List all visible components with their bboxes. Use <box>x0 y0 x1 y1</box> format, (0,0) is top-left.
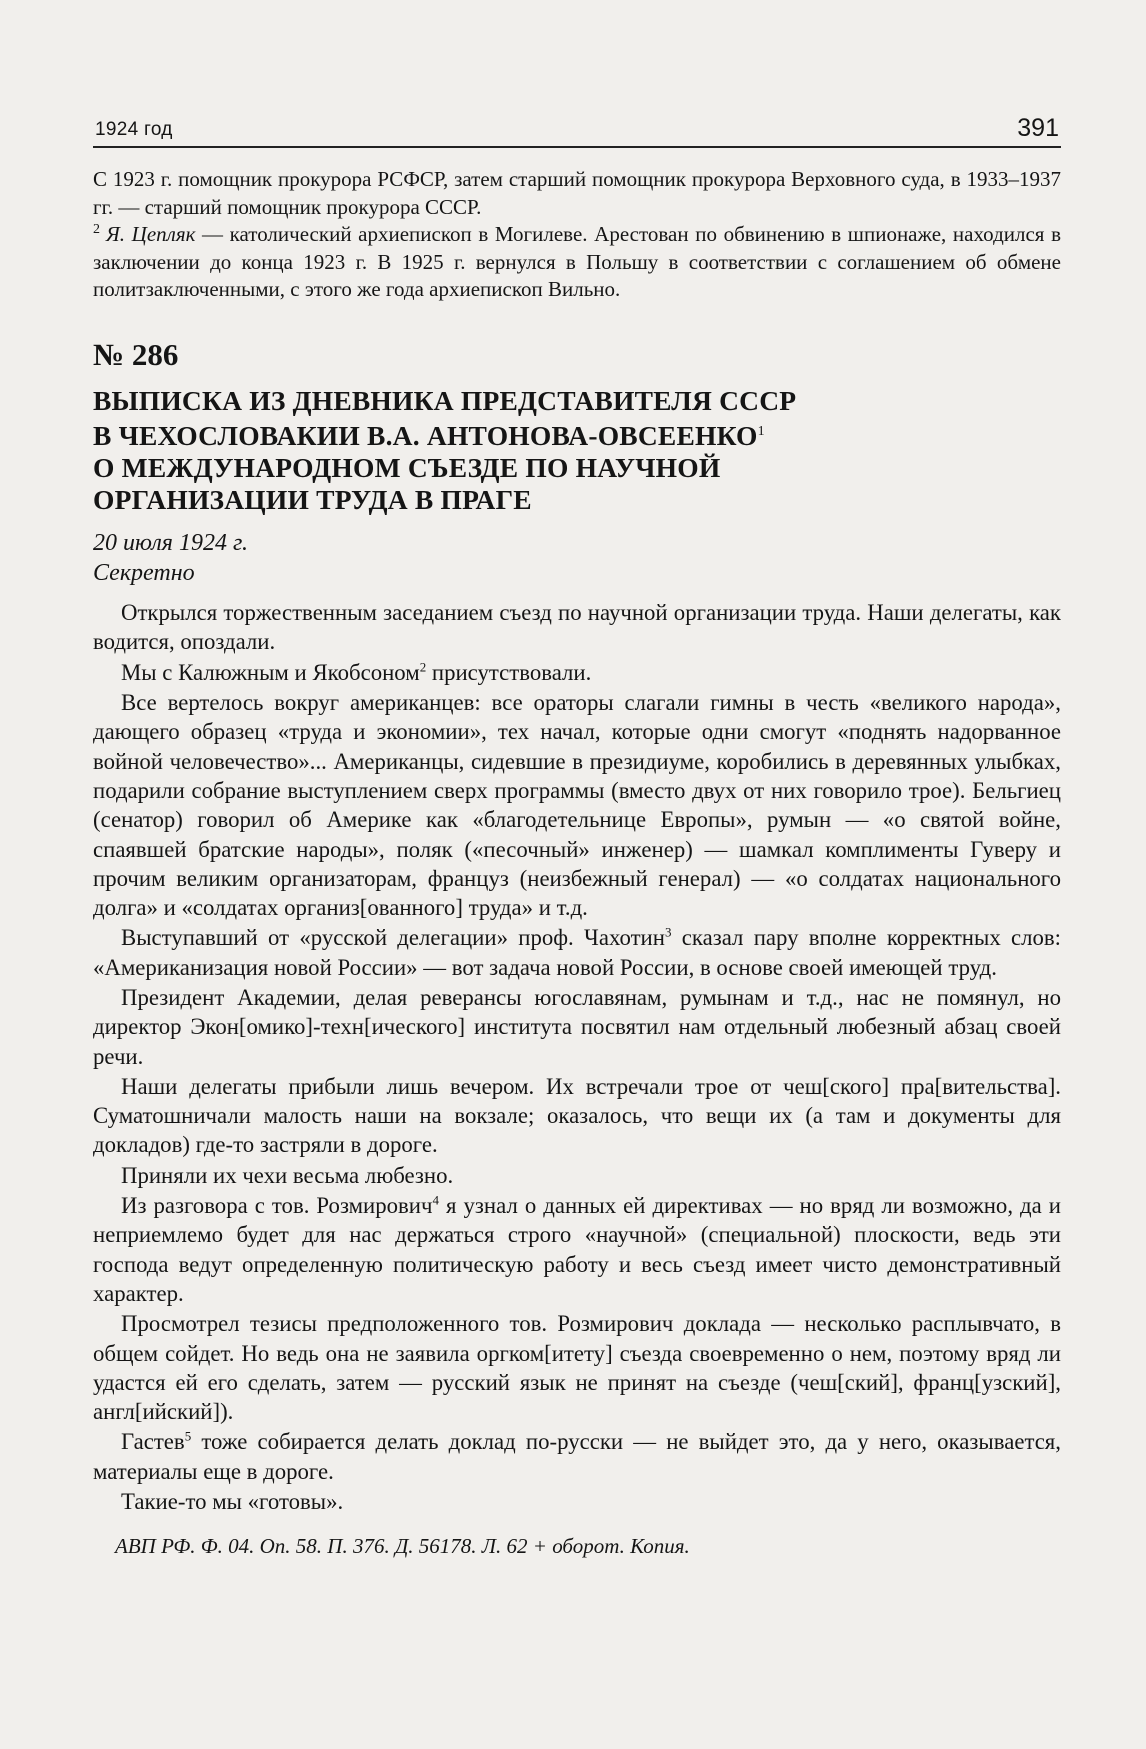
page-content <box>93 166 1061 1560</box>
paragraph-7: Приняли их чехи весьма любезно. <box>121 1162 454 1188</box>
title-line-4: ОРГАНИЗАЦИИ ТРУДА В ПРАГЕ <box>93 483 532 515</box>
title-line-2-text: В ЧЕХОСЛОВАКИИ В.А. АНТОНОВА-ОВСЕЕНКО <box>93 420 758 452</box>
footnote-ref-5: 5 <box>184 1428 192 1444</box>
paragraph-10-text-b: тоже собирается делать доклад по-русски — не выйдет это, да у него, оказывается, материалы еще в дороге. <box>93 1429 1061 1484</box>
page-header <box>93 112 1061 148</box>
title-footnote-ref: 1 <box>757 424 765 440</box>
paragraph-8-text-b: я узнал о данных ей директивах — но вряд ли возможно, да и неприемлемо будет для нас держаться строго «научной» (специальной) плоскости, ведь эти господа ведут определенную политическую работу и весь съезд имеет чисто демонстративный характер. <box>93 1193 1061 1306</box>
paragraph-8 <box>93 1191 1061 1308</box>
footnote-ref-4: 4 <box>432 1192 439 1208</box>
footnote-ref-2: 2 <box>419 659 427 675</box>
paragraph-1: Открылся торжественным заседанием съезд по научной организации труда. Наши делегаты, как водится, опоздали. <box>93 600 1061 655</box>
footnote-2 <box>93 221 1061 304</box>
paragraph-4-text-a: Выступавший от «русской делегации» проф. Чахотин <box>121 925 665 951</box>
paragraph-10-text-a: Гастев <box>121 1429 185 1455</box>
footnote-2-text: — католический архиепископ в Могилеве. Арестован по обвинению в шпионаже, находился в заключении до конца 1923 г. В 1925 г. вернулся в Польшу в соответствии с соглашением об обмене политзаключенными, с этого же года архиепископ Вильно. <box>93 222 1061 302</box>
paragraph-8-text-a: Из разговора с тов. Розмирович <box>121 1193 433 1219</box>
paragraph-10 <box>93 1427 1061 1486</box>
paragraph-9: Просмотрел тезисы предположенного тов. Розмирович доклада — несколько расплывчато, в общем сойдет. Но ведь она не заявила оргком[итету] съезда своевременно о нем, поэтому вряд ли удастся ей его сделать, затем — русский язык не принят на съезде (чеш[ский], франц[узский], англ[ийский]). <box>93 1311 1061 1425</box>
paragraph-6: Наши делегаты прибыли лишь вечером. Их встречали трое от чеш[ского] пра[вительства]. Суматошничали малость наши на вокзале; оказалось, что вещи их (а там и документы для докладов) где-то застряли в дороге. <box>93 1073 1061 1158</box>
document-body <box>93 598 1061 1516</box>
paragraph-5: Президент Академии, делая реверансы югославянам, румынам и т.д., нас не помянул, но директор Экон[омико]-техн[ического] института посвятил нам отдельный любезный абзац своей речи. <box>93 984 1061 1069</box>
document-title <box>93 385 1061 515</box>
archive-source: АВП РФ. Ф. 04. Оп. 58. П. 376. Д. 56178. Л. 62 + оборот. Копия. <box>115 1534 690 1559</box>
paragraph-2-text-b: присутствовали. <box>426 659 592 685</box>
footnote-1: С 1923 г. помощник прокурора РСФСР, затем старший помощник прокурора Верховного суда, в 1933–1937 гг. — старший помощник прокурора СССР. <box>93 167 1061 219</box>
running-head: 1924 год <box>95 119 173 140</box>
title-line-3: О МЕЖДУНАРОДНОМ СЪЕЗДЕ ПО НАУЧНОЙ <box>93 452 721 484</box>
page-number: 391 <box>1017 114 1059 142</box>
document-number: № 286 <box>93 336 179 372</box>
footnote-2-number: 2 <box>93 222 100 238</box>
paragraph-2-text-a: Мы с Калюжным и Якобсоном <box>121 659 420 685</box>
paragraph-4 <box>93 923 1061 982</box>
footnote-2-name: Я. Цепляк <box>106 222 196 247</box>
title-line-1: ВЫПИСКА ИЗ ДНЕВНИКА ПРЕДСТАВИТЕЛЯ СССР <box>93 384 797 416</box>
paragraph-4-text-b: сказал пару вполне корректных слов: «Американизация новой России» — вот задача новой России, в основе своей имеющей труд. <box>93 925 1061 980</box>
document-date: 20 июля 1924 г. <box>93 530 248 557</box>
paragraph-3: Все вертелось вокруг американцев: все ораторы слагали гимны в честь «великого народа», дающего образец «труда и экономии», тех начал, которые одни смогут «поднять надорванное войной человечество»... Американцы, сидевшие в президиуме, коробились в деревянных улыбках, подарили собрание выступлением сверх программы (вместо двух от них говорило трое). Бельгиец (сенатор) говорил об Америке как «благодетельнице Европы», румын — «о святой войне, спаявшей братские народы», поляк («песочный» инженер) — шамкал комплименты Гуверу и прочим великим организаторам, француз (неизбежный генерал) — «о солдатах национального долга» и «солдатах организ[ованного] труда» и т.д. <box>93 690 1061 921</box>
paragraph-2 <box>93 658 1061 687</box>
paragraph-11: Такие-то мы «готовы». <box>121 1489 344 1515</box>
classification-mark: Секретно <box>93 560 195 587</box>
footnote-ref-3: 3 <box>664 924 672 940</box>
title-line-2 <box>93 416 1061 452</box>
